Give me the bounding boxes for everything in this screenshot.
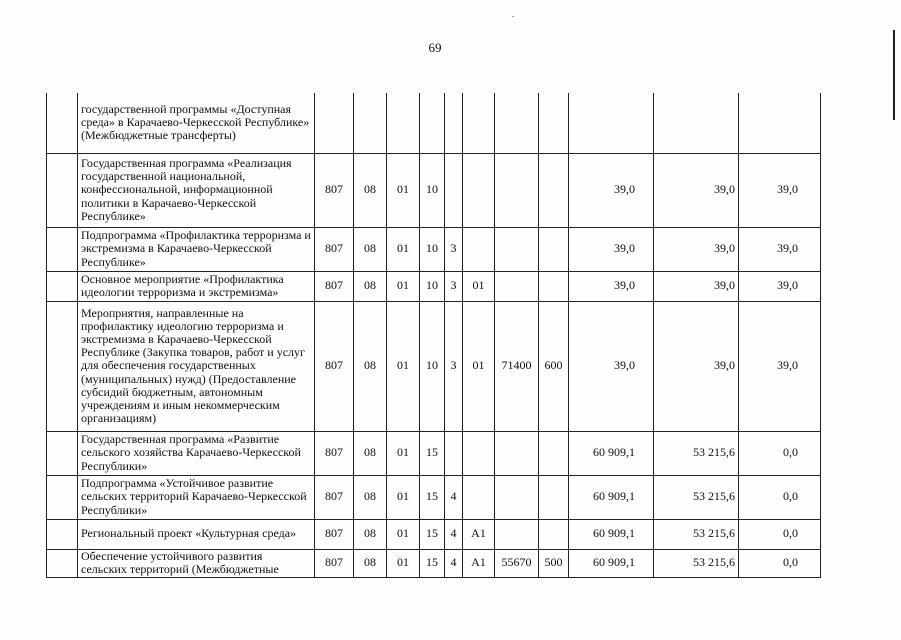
gr-code-cell: 807 (315, 271, 354, 301)
amount-year1-cell (569, 93, 654, 153)
budget-table (46, 93, 821, 578)
program-code-cell: 15 (420, 549, 445, 577)
amount-year3-cell (739, 93, 821, 153)
rz-code-cell: 08 (354, 431, 387, 475)
program-code-cell: 15 (420, 431, 445, 475)
table-row (47, 519, 821, 549)
item-name-cell: Обеспечение устойчивого развития сельских территорий (Межбюджетные (78, 549, 315, 577)
gr-code-cell: 807 (315, 519, 354, 549)
pr-code-cell: 01 (387, 519, 420, 549)
table-row (47, 301, 821, 431)
amount-year3-cell: 0,0 (739, 475, 821, 519)
amount-year3-cell: 0,0 (739, 549, 821, 577)
gr-code-cell: 807 (315, 153, 354, 227)
amount-year1-cell: 60 909,1 (569, 475, 654, 519)
gr-code-cell: 807 (315, 549, 354, 577)
gr-code-cell: 807 (315, 227, 354, 271)
event-code-cell: 01 (463, 301, 495, 431)
subprogram-code-cell: 4 (445, 549, 463, 577)
gr-code-cell: 807 (315, 431, 354, 475)
pr-code-cell (387, 93, 420, 153)
direction-code-cell (495, 153, 539, 227)
amount-year1-cell: 39,0 (569, 301, 654, 431)
event-code-cell (463, 93, 495, 153)
rz-code-cell: 08 (354, 271, 387, 301)
spacer-cell (47, 271, 78, 301)
pr-code-cell: 01 (387, 431, 420, 475)
item-name-cell: Государственная программа «Развитие сельского хозяйства Карачаево-Черкесской Республики» (78, 431, 315, 475)
page-number: 69 (428, 40, 442, 55)
amount-year2-cell: 53 215,6 (654, 519, 739, 549)
amount-year3-cell: 0,0 (739, 519, 821, 549)
amount-year1-cell: 60 909,1 (569, 519, 654, 549)
subprogram-code-cell (445, 431, 463, 475)
pr-code-cell: 01 (387, 301, 420, 431)
item-name-cell: государственной программы «Доступная среда» в Карачаево-Черкесской Республике» (Межбюджетные трансферты) (78, 93, 315, 153)
rz-code-cell: 08 (354, 475, 387, 519)
item-name-cell: Региональный проект «Культурная среда» (78, 519, 315, 549)
pr-code-cell: 01 (387, 153, 420, 227)
event-code-cell: А1 (463, 549, 495, 577)
amount-year3-cell: 39,0 (739, 153, 821, 227)
amount-year2-cell: 39,0 (654, 227, 739, 271)
scan-speck (512, 16, 514, 17)
event-code-cell (463, 475, 495, 519)
rz-code-cell (354, 93, 387, 153)
event-code-cell (463, 153, 495, 227)
program-code-cell (420, 93, 445, 153)
direction-code-cell (495, 431, 539, 475)
expense-type-cell: 600 (539, 301, 569, 431)
amount-year3-cell: 39,0 (739, 227, 821, 271)
expense-type-cell (539, 475, 569, 519)
direction-code-cell (495, 475, 539, 519)
rz-code-cell: 08 (354, 153, 387, 227)
amount-year1-cell: 39,0 (569, 153, 654, 227)
program-code-cell: 15 (420, 475, 445, 519)
event-code-cell (463, 227, 495, 271)
direction-code-cell (495, 227, 539, 271)
amount-year1-cell: 60 909,1 (569, 431, 654, 475)
amount-year1-cell: 39,0 (569, 227, 654, 271)
table-row (47, 227, 821, 271)
spacer-cell (47, 153, 78, 227)
expense-type-cell (539, 93, 569, 153)
pr-code-cell: 01 (387, 475, 420, 519)
expense-type-cell (539, 519, 569, 549)
table-body (47, 93, 821, 577)
amount-year2-cell: 53 215,6 (654, 475, 739, 519)
expense-type-cell (539, 271, 569, 301)
rz-code-cell: 08 (354, 549, 387, 577)
expense-type-cell (539, 227, 569, 271)
spacer-cell (47, 549, 78, 577)
subprogram-code-cell: 4 (445, 519, 463, 549)
item-name-cell: Подпрограмма «Профилактика терроризма и экстремизма в Карачаево-Черкесской Республике» (78, 227, 315, 271)
pr-code-cell: 01 (387, 227, 420, 271)
spacer-cell (47, 301, 78, 431)
program-code-cell: 10 (420, 153, 445, 227)
direction-code-cell: 71400 (495, 301, 539, 431)
expense-type-cell (539, 431, 569, 475)
amount-year2-cell: 39,0 (654, 301, 739, 431)
amount-year2-cell: 53 215,6 (654, 431, 739, 475)
table-row (47, 475, 821, 519)
amount-year2-cell: 39,0 (654, 271, 739, 301)
event-code-cell: 01 (463, 271, 495, 301)
gr-code-cell: 807 (315, 475, 354, 519)
amount-year3-cell: 39,0 (739, 271, 821, 301)
spacer-cell (47, 227, 78, 271)
item-name-cell: Мероприятия, направленные на профилактику идеологию терроризма и экстремизма в Карачаево-Черкесской Республике (Закупка товаров, работ и услуг для обеспечения государственных (муниципальных) нужд) (Предоставление субсидий бюджетным, автономным учреждениям и иным некоммерческим организациям) (78, 301, 315, 431)
subprogram-code-cell (445, 93, 463, 153)
event-code-cell: А1 (463, 519, 495, 549)
table-row (47, 271, 821, 301)
program-code-cell: 10 (420, 227, 445, 271)
amount-year1-cell: 39,0 (569, 271, 654, 301)
spacer-cell (47, 431, 78, 475)
amount-year2-cell (654, 93, 739, 153)
pr-code-cell: 01 (387, 271, 420, 301)
rz-code-cell: 08 (354, 519, 387, 549)
subprogram-code-cell: 3 (445, 301, 463, 431)
subprogram-code-cell: 4 (445, 475, 463, 519)
program-code-cell: 10 (420, 271, 445, 301)
event-code-cell (463, 431, 495, 475)
pr-code-cell: 01 (387, 549, 420, 577)
subprogram-code-cell: 3 (445, 271, 463, 301)
spacer-cell (47, 93, 78, 153)
spacer-cell (47, 519, 78, 549)
table-row (47, 153, 821, 227)
amount-year3-cell: 0,0 (739, 431, 821, 475)
expense-type-cell (539, 153, 569, 227)
table-row (47, 549, 821, 577)
rz-code-cell: 08 (354, 227, 387, 271)
item-name-cell: Основное мероприятие «Профилактика идеологии терроризма и экстремизма» (78, 271, 315, 301)
direction-code-cell: 55670 (495, 549, 539, 577)
amount-year3-cell: 39,0 (739, 301, 821, 431)
amount-year2-cell: 39,0 (654, 153, 739, 227)
direction-code-cell (495, 271, 539, 301)
item-name-cell: Подпрограмма «Устойчивое развитие сельских территорий Карачаево-Черкесской Республики» (78, 475, 315, 519)
direction-code-cell (495, 519, 539, 549)
amount-year1-cell: 60 909,1 (569, 549, 654, 577)
direction-code-cell (495, 93, 539, 153)
gr-code-cell: 807 (315, 301, 354, 431)
subprogram-code-cell (445, 153, 463, 227)
spacer-cell (47, 475, 78, 519)
gr-code-cell (315, 93, 354, 153)
scan-edge-line (893, 30, 895, 120)
program-code-cell: 15 (420, 519, 445, 549)
amount-year2-cell: 53 215,6 (654, 549, 739, 577)
item-name-cell: Государственная программа «Реализация государственной национальной, конфессиональной, информационной политики в Карачаево-Черкесской Республике» (78, 153, 315, 227)
program-code-cell: 10 (420, 301, 445, 431)
subprogram-code-cell: 3 (445, 227, 463, 271)
expense-type-cell: 500 (539, 549, 569, 577)
rz-code-cell: 08 (354, 301, 387, 431)
table-row (47, 93, 821, 153)
table-row (47, 431, 821, 475)
